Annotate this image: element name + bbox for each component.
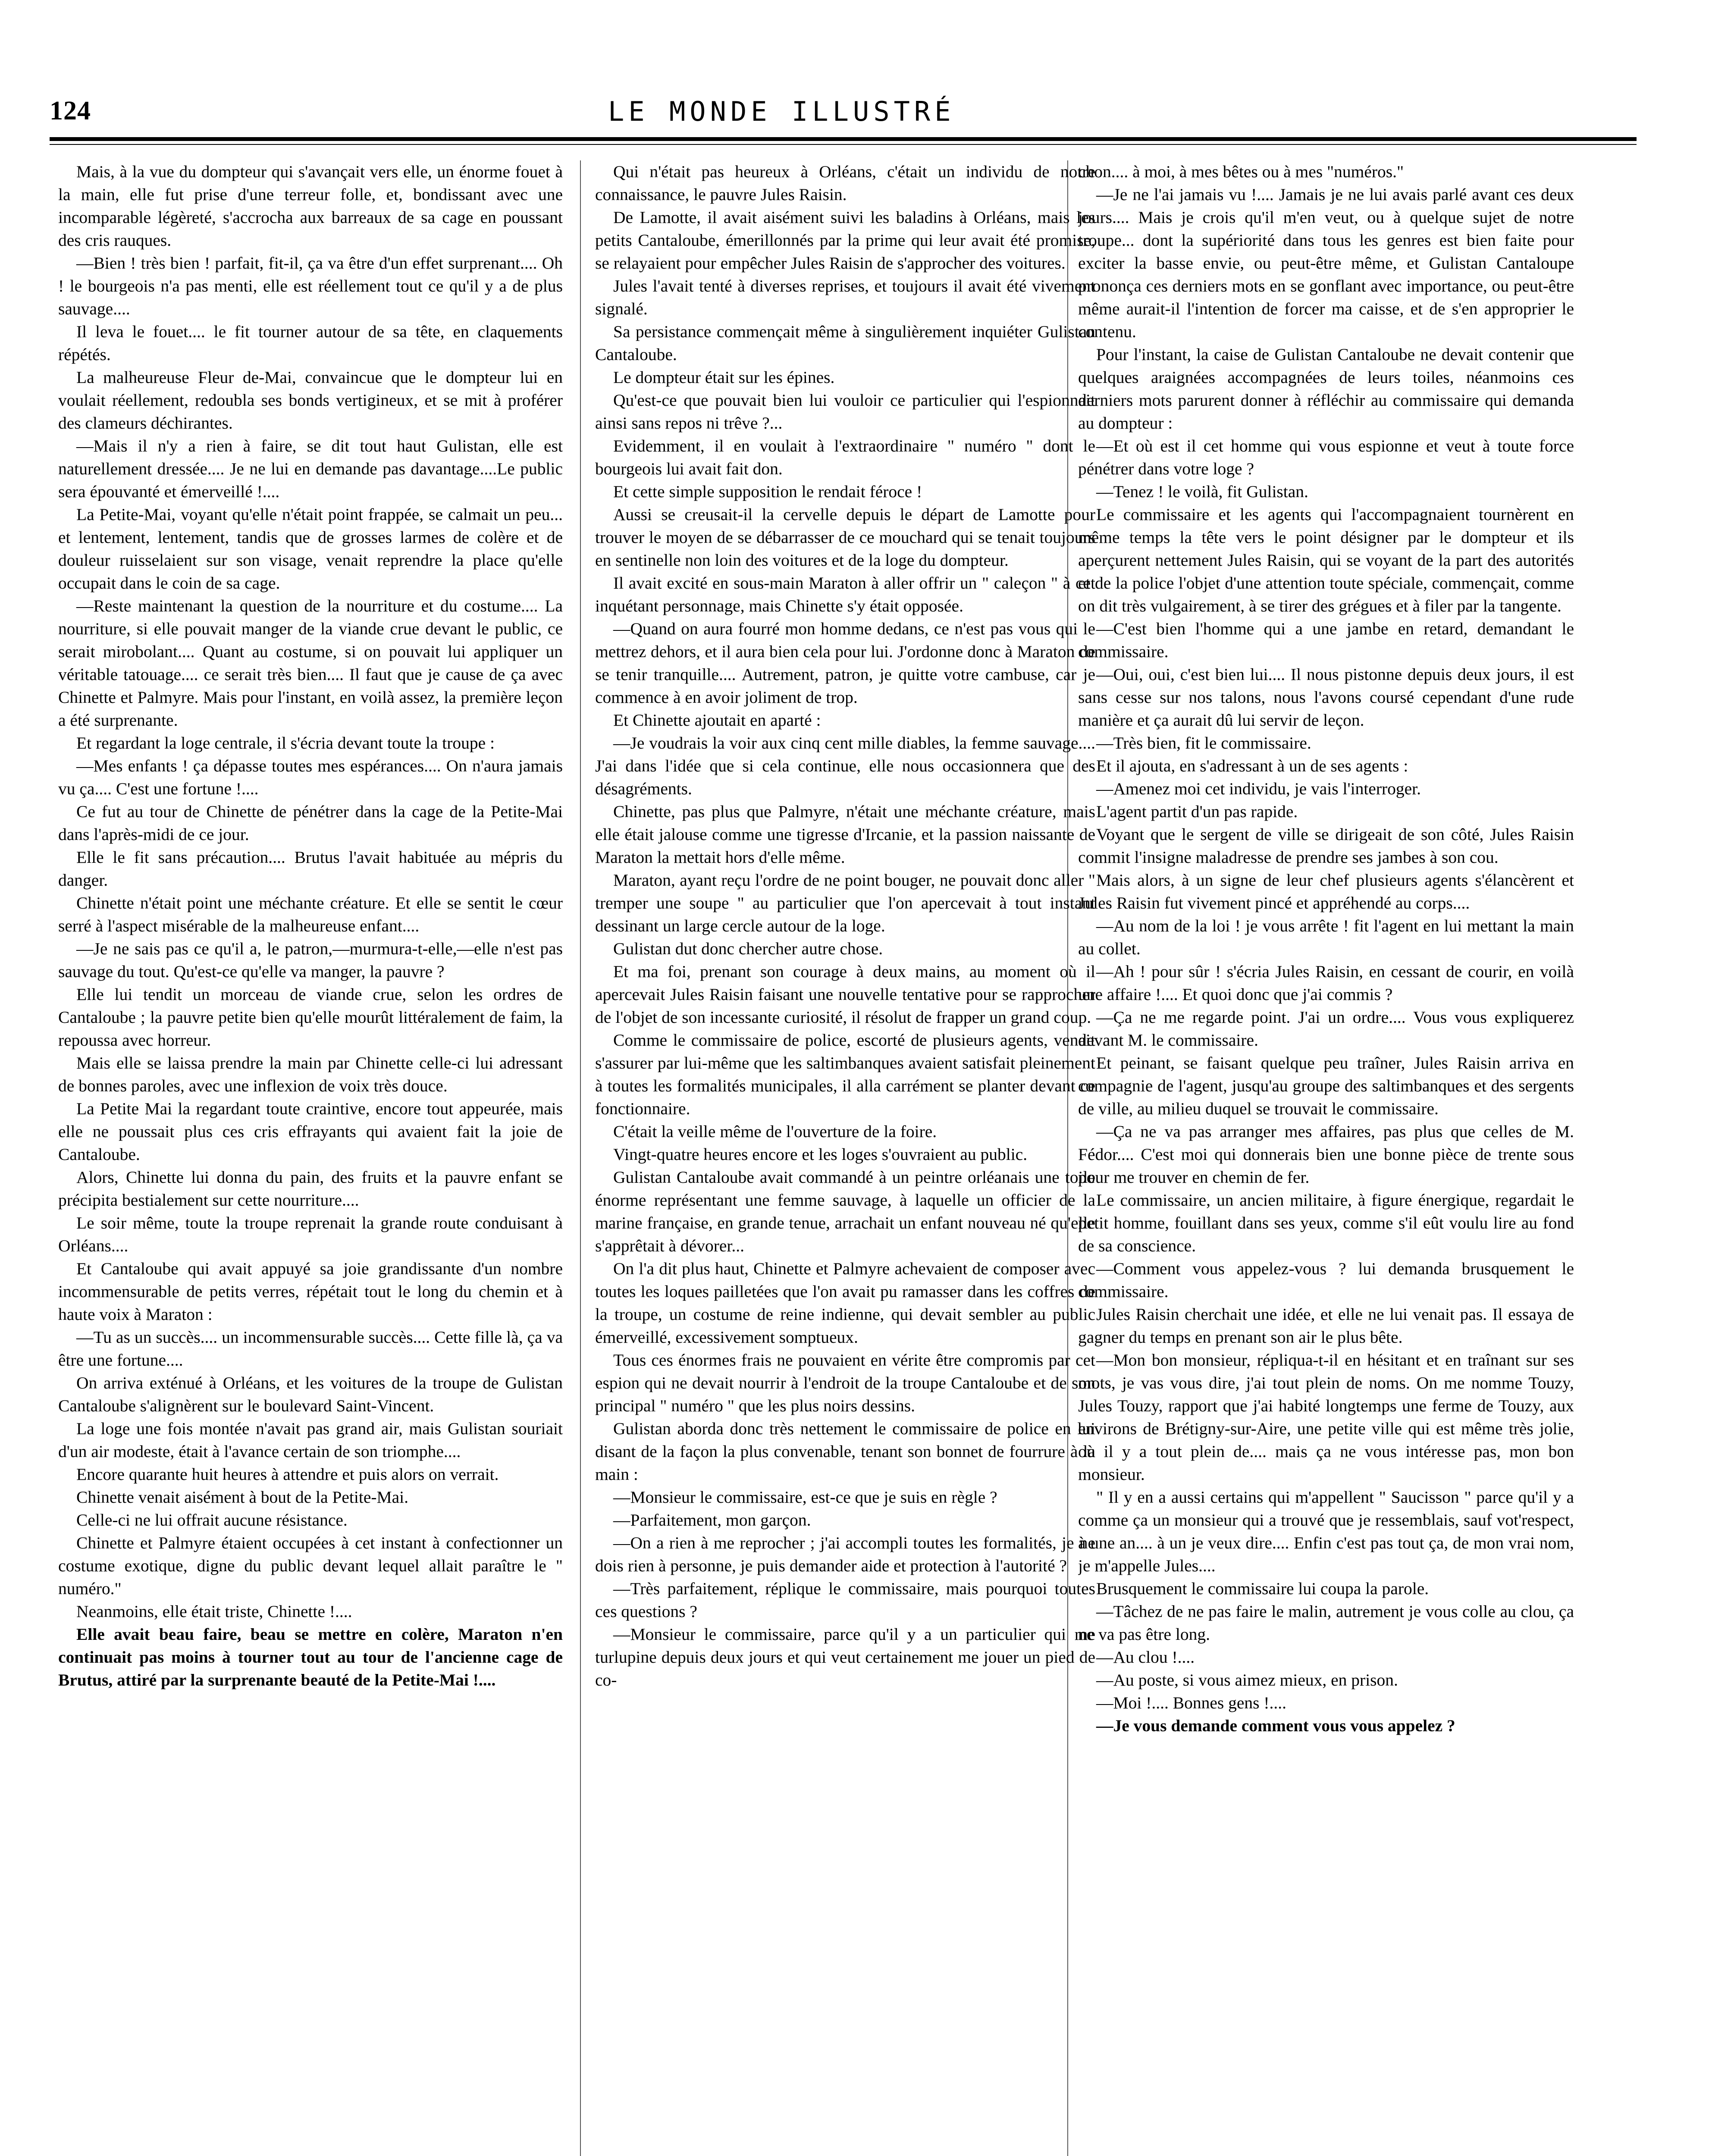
paragraph: —Bien ! très bien ! parfait, fit-il, ça va être d'un effet surprenant.... Oh ! le bourgeois n'a pas menti, elle est réellement tout ce qu'il y a de plus sauvage.... <box>58 254 563 318</box>
paragraph: —C'est bien l'homme qui a une jambe en retard, demandant le commissaire. <box>1078 619 1574 661</box>
paragraph: Et regardant la loge centrale, il s'écria devant toute la troupe : <box>76 733 495 752</box>
paragraph: Chinette n'était point une méchante créature. Et elle se sentit le cœur serré à l'aspect misérable de la malheureuse enfant.... <box>58 893 563 935</box>
paragraph: Le soir même, toute la troupe reprenait la grande route conduisant à Orléans.... <box>58 1213 563 1255</box>
paragraph: —Au poste, si vous aimez mieux, en prison. <box>1096 1670 1398 1689</box>
paragraph: On l'a dit plus haut, Chinette et Palmyre achevaient de composer avec toutes les loques pailletées que l'on avait pu ramasser dans les coffres de la troupe, un costume de reine indienne, qui devait sembler au public émerveillé, excessivement somptueux. <box>595 1259 1095 1347</box>
paragraph: —Mes enfants ! ça dépasse toutes mes espérances.... On n'aura jamais vu ça.... C'est une fortune !.... <box>58 756 563 798</box>
paragraph: Et peinant, se faisant quelque peu traîner, Jules Raisin arriva en compagnie de l'agent, jusqu'au groupe des saltimbanques et des sergents de ville, au milieu duquel se trouvait le commissaire. <box>1078 1053 1574 1118</box>
paragraph: —Très parfaitement, réplique le commissaire, mais pourquoi toutes ces questions ? <box>595 1579 1095 1621</box>
paragraph: Mais, à la vue du dompteur qui s'avançait vers elle, un énorme fouet à la main, elle fut prise d'une terreur folle, et, bondissant avec une incomparable légèreté, s'accrocha aux barreaux de sa cage en poussant des cris rauques. <box>58 162 563 250</box>
column-separator <box>580 160 581 2156</box>
paragraph: Le commissaire, un ancien militaire, à figure énergique, regardait le petit homme, fouillant dans ses yeux, comme s'il eût voulu lire au fond de sa conscience. <box>1078 1191 1574 1255</box>
paragraph: Chinette, pas plus que Palmyre, n'était une méchante créature, mais elle était jalouse comme une tigresse d'Ircanie, et la passion naissante de Maraton la mettait hors d'elle même. <box>595 802 1095 867</box>
paragraph: Comme le commissaire de police, escorté de plusieurs agents, venait s'assurer par lui-même que les saltimbanques avaient satisfait pleinement à toutes les formalités municipales, il alla carrément se planter devant ce fonctionnaire. <box>595 1031 1095 1118</box>
paragraph: —Et où est il cet homme qui vous espionne et veut à toute force pénétrer dans votre loge ? <box>1078 436 1574 478</box>
paragraph: Mais elle se laissa prendre la main par Chinette celle-ci lui adressant de bonnes paroles, avec une inflexion de voix très douce. <box>58 1053 563 1095</box>
text-column-3 <box>1078 160 1574 2156</box>
paragraph: —Je ne sais pas ce qu'il a, le patron,—murmura-t-elle,—elle n'est pas sauvage du tout. Qu'est-ce qu'elle va manger, la pauvre ? <box>58 939 563 981</box>
paragraph: Il avait excité en sous-main Maraton à aller offrir un " caleçon " à cet inquétant personnage, mais Chinette s'y était opposée. <box>595 573 1095 615</box>
paragraph: Et cette simple supposition le rendait féroce ! <box>613 482 922 501</box>
paragraph: —Moi !.... Bonnes gens !.... <box>1096 1693 1287 1712</box>
paragraph: Gulistan dut donc chercher autre chose. <box>613 939 883 958</box>
paragraph: Neanmoins, elle était triste, Chinette !.... <box>76 1602 352 1621</box>
paragraph: C'était la veille même de l'ouverture de la foire. <box>613 1122 937 1141</box>
header-rule-thin <box>50 144 1637 145</box>
paragraph: —Au nom de la loi ! je vous arrête ! fit l'agent en lui mettant la main au collet. <box>1078 916 1574 958</box>
paragraph: —Oui, oui, c'est bien lui.... Il nous pistonne depuis deux jours, il est sans cesse sur nos talons, nous l'avons coursé cependant d'une rude manière et ça aurait dû lui servir de leçon. <box>1078 665 1574 730</box>
paragraph: Il leva le fouet.... le fit tourner autour de sa tête, en claquements répétés. <box>58 322 563 364</box>
paragraph: Elle lui tendit un morceau de viande crue, selon les ordres de Cantaloube ; la pauvre petite bien qu'elle mourût littéralement de faim, la repoussa avec horreur. <box>58 985 563 1050</box>
paragraph: —Monsieur le commissaire, est-ce que je suis en règle ? <box>613 1488 997 1507</box>
paragraph: Encore quarante huit heures à attendre et puis alors on verrait. <box>76 1465 499 1484</box>
paragraph: On arriva exténué à Orléans, et les voitures de la troupe de Gulistan Cantaloube s'alignèrent sur le boulevard Saint-Vincent. <box>58 1373 563 1415</box>
paragraph: Le dompteur était sur les épines. <box>613 368 835 387</box>
paragraph-continuation: chon.... à moi, à mes bêtes ou à mes "numéros." <box>1078 162 1404 181</box>
paragraph: —On a rien à me reprocher ; j'ai accompli toutes les formalités, je ne dois rien à personne, je puis demander aide et protection à l'autorité ? <box>595 1533 1095 1575</box>
paragraph: Et Chinette ajoutait en aparté : <box>613 711 821 730</box>
paragraph: Sa persistance commençait même à singulièrement inquiéter Gulistan Cantaloube. <box>595 322 1095 364</box>
paragraph: —Tâchez de ne pas faire le malin, autrement je vous colle au clou, ça ne va pas être long. <box>1078 1602 1574 1644</box>
paragraph: Elle avait beau faire, beau se mettre en colère, Maraton n'en continuait pas moins à tourner tout au tour de l'ancienne cage de Brutus, attiré par la surprenante beauté de la Petite-Mai !.... <box>58 1625 563 1689</box>
paragraph: " Il y en a aussi certains qui m'appellent " Saucisson " parce qu'il y a comme ça un monsieur qui a trouvé que je ressemblais, sauf vot'respect, à une an.... à un je veux dire.... Enfin c'est pas tout ça, de mon vrai nom, je m'appelle Jules.... <box>1078 1488 1574 1575</box>
text-column-2 <box>595 160 1095 2156</box>
paragraph: Gulistan Cantaloube avait commandé à un peintre orléanais une toile énorme représentant une femme sauvage, à laquelle un officier de la marine française, en grande tenue, arrachait un enfant nouveau né qu'elle s'apprêtait à dévorer... <box>595 1168 1095 1255</box>
paragraph: Qu'est-ce que pouvait bien lui vouloir ce particulier qui l'espionnait ainsi sans repos ni trêve ?... <box>595 391 1095 432</box>
paragraph: Mais alors, à un signe de leur chef plusieurs agents s'élancèrent et Jules Raisin fut vivement pincé et appréhendé au corps.... <box>1078 871 1574 912</box>
paragraph: —Au clou !.... <box>1096 1648 1195 1667</box>
paragraph: —Très bien, fit le commissaire. <box>1096 733 1311 752</box>
paragraph: Ce fut au tour de Chinette de pénétrer dans la cage de la Petite-Mai dans l'après-midi de ce jour. <box>58 802 563 844</box>
paragraph: Chinette venait aisément à bout de la Petite-Mai. <box>76 1488 409 1507</box>
paragraph: —Quand on aura fourré mon homme dedans, ce n'est pas vous qui le mettrez dehors, et il aura bien cela pour lui. J'ordonne donc à Maraton de se tenir tranquille.... Autrement, patron, je quitte votre cambuse, car je commence à en avoir joliment de trop. <box>595 619 1095 707</box>
paragraph: —Monsieur le commissaire, parce qu'il y a un particulier qui me turlupine depuis deux jours et qui veut certainement me jouer un pied de co- <box>595 1625 1095 1689</box>
paragraph: La malheureuse Fleur de-Mai, convaincue que le dompteur lui en voulait réellement, redoubla ses bonds vertigineux, et se mit à proférer des clameurs déchirantes. <box>58 368 563 432</box>
paragraph: Gulistan aborda donc très nettement le commissaire de police en lui disant de la façon la plus convenable, tenant son bonnet de fourrure à la main : <box>595 1419 1095 1484</box>
paragraph: L'agent partit d'un pas rapide. <box>1096 802 1298 821</box>
paragraph: Chinette et Palmyre étaient occupées à cet instant à confectionner un costume exotique, digne du public devant lequel allait paraître le " numéro." <box>58 1533 563 1598</box>
paragraph: Evidemment, il en voulait à l'extraordinaire " numéro " dont le bourgeois lui avait fait don. <box>595 436 1095 478</box>
paragraph: —Tenez ! le voilà, fit Gulistan. <box>1096 482 1308 501</box>
paragraph: —Je vous demande comment vous vous appelez ? <box>1096 1716 1455 1735</box>
paragraph: —Ça ne me regarde point. J'ai un ordre.... Vous vous expliquerez devant M. le commissaire. <box>1078 1008 1574 1050</box>
paragraph: Maraton, ayant reçu l'ordre de ne point bouger, ne pouvait donc aller " tremper une soupe " au particulier que l'on apercevait à tout instant dessinant un large cercle autour de la loge. <box>595 871 1095 935</box>
paragraph: Jules l'avait tenté à diverses reprises, et toujours il avait été vivement signalé. <box>595 276 1095 318</box>
paragraph: Aussi se creusait-il la cervelle depuis le départ de Lamotte pour trouver le moyen de se débarrasser de ce mouchard qui se tenait toujours en sentinelle non loin des voitures et de la loge du dompteur. <box>595 505 1095 570</box>
paragraph: —Comment vous appelez-vous ? lui demanda brusquement le commissaire. <box>1078 1259 1574 1301</box>
paragraph: Tous ces énormes frais ne pouvaient en vérite être compromis par cet espion qui ne devait nourrir à l'endroit de la troupe Cantaloube et de son principal " numéro " que les plus noirs dessins. <box>595 1351 1095 1415</box>
paragraph: —Ça ne va pas arranger mes affaires, pas plus que celles de M. Fédor.... C'est moi qui donnerais bien une bonne pièce de trente sous pour me trouver en chemin de fer. <box>1078 1122 1574 1187</box>
paragraph: Pour l'instant, la caise de Gulistan Cantaloube ne devait contenir que quelques araignées accompagnées de leurs toiles, néanmoins ces derniers mots parurent donner à réfléchir au commissaire qui demanda au dompteur : <box>1078 345 1574 432</box>
paragraph: Et ma foi, prenant son courage à deux mains, au moment où il apercevait Jules Raisin faisant une nouvelle tentative pour se rapprocher de l'objet de son incessante curiosité, il résolut de frapper un grand coup. <box>595 962 1095 1027</box>
text-column-1 <box>58 160 563 2156</box>
paragraph: Jules Raisin cherchait une idée, et elle ne lui venait pas. Il essaya de gagner du temps en prenant son air le plus bête. <box>1078 1305 1574 1347</box>
paragraph: —Parfaitement, mon garçon. <box>613 1510 811 1529</box>
paragraph: Vingt-quatre heures encore et les loges s'ouvraient au public. <box>613 1145 1028 1164</box>
paragraph: —Je ne l'ai jamais vu !.... Jamais je ne lui avais parlé avant ces deux jours.... Mais je crois qu'il m'en veut, ou à quelque sujet de notre troupe... dont la supériorité dans tous les genres est bien faite pour exciter la basse envie, ou peut-être même, et Gulistan Cantaloupe prononça ces derniers mots en se gonflant avec importance, ou peut-être même aurait-il l'intention de forcer ma caisse, et de s'en approprier le contenu. <box>1078 185 1574 341</box>
paragraph: De Lamotte, il avait aisément suivi les baladins à Orléans, mais les petits Cantaloube, émerillonnés par la prime qui leur avait été promise, se relayaient pour empêcher Jules Raisin de s'approcher des voitures. <box>595 208 1095 273</box>
paragraph: —Ah ! pour sûr ! s'écria Jules Raisin, en cessant de courir, en voilà une affaire !.... Et quoi donc que j'ai commis ? <box>1078 962 1574 1004</box>
paragraph: Qui n'était pas heureux à Orléans, c'était un individu de notre connaissance, le pauvre Jules Raisin. <box>595 162 1095 204</box>
header-rule <box>50 137 1637 141</box>
paragraph: Et il ajouta, en s'adressant à un de ses agents : <box>1096 756 1408 775</box>
paragraph: Brusquement le commissaire lui coupa la parole. <box>1096 1579 1429 1598</box>
paragraph: —Reste maintenant la question de la nourriture et du costume.... La nourriture, si elle pouvait manger de la viande crue devant le public, ce serait mirobolant.... Quant au costume, si on pouvait lui appliquer un véritable tatouage.... ce serait très bien.... Il faut que je cause de ça avec Chinette et Palmyre. Mais pour l'instant, en voilà assez, la première leçon a été surprenante. <box>58 596 563 730</box>
journal-title: LE MONDE ILLUSTRÉ <box>608 96 955 127</box>
paragraph: Voyant que le sergent de ville se dirigeait de son côté, Jules Raisin commit l'insigne maladresse de prendre ses jambes à son cou. <box>1078 825 1574 867</box>
paragraph: —Je voudrais la voir aux cinq cent mille diables, la femme sauvage.... J'ai dans l'idée que si cela continue, elle nous occasionnera que des désagréments. <box>595 733 1095 798</box>
paragraph: Celle-ci ne lui offrait aucune résistance. <box>76 1510 348 1529</box>
paragraph: Et Cantaloube qui avait appuyé sa joie grandissante d'un nombre incommensurable de petits verres, répétait tout le long du chemin et à haute voix à Maraton : <box>58 1259 563 1324</box>
paragraph: Le commissaire et les agents qui l'accompagnaient tournèrent en même temps la tête vers le point désigner par le dompteur et ils aperçurent nettement Jules Raisin, qui se voyant de la part des autorités et de la police l'objet d'une attention toute spéciale, commençait, comme on dit très vulgairement, à se tirer des grégues et à filer par la tangente. <box>1078 505 1574 615</box>
paragraph: La Petite Mai la regardant toute craintive, encore tout appeurée, mais elle ne poussait plus ces cris effrayants qui avaient fait la joie de Cantaloube. <box>58 1099 563 1164</box>
paragraph: La loge une fois montée n'avait pas grand air, mais Gulistan souriait d'un air modeste, était à l'avance certain de son triomphe.... <box>58 1419 563 1461</box>
paragraph: —Amenez moi cet individu, je vais l'interroger. <box>1096 779 1421 798</box>
paragraph: —Tu as un succès.... un incommensurable succès.... Cette fille là, ça va être une fortune.... <box>58 1328 563 1369</box>
page-number: 124 <box>50 96 91 125</box>
paragraph: Alors, Chinette lui donna du pain, des fruits et la pauvre enfant se précipita bestialement sur cette nourriture.... <box>58 1168 563 1210</box>
paragraph: —Mon bon monsieur, répliqua-t-il en hésitant et en traînant sur ses mots, je vas vous dire, j'ai tout plein de noms. On me nomme Touzy, Jules Touzy, rapport que j'ai habité longtemps une ferme de Touzy, aux environs de Brétigny-sur-Aire, une petite ville qui est même très jolie, où il y a tout plein de.... mais ça ne vous intéresse pas, mon bon monsieur. <box>1078 1351 1574 1484</box>
paragraph: La Petite-Mai, voyant qu'elle n'était point frappée, se calmait un peu... et lentement, lentement, tandis que de grosses larmes de colère et de douleur ruisselaient sur son visage, venait reprendre la place qu'elle occupait dans le coin de sa cage. <box>58 505 563 592</box>
paragraph: —Mais il n'y a rien à faire, se dit tout haut Gulistan, elle est naturellement dressée.... Je ne lui en demande pas davantage....Le public sera épouvanté et émerveillé !.... <box>58 436 563 501</box>
paragraph: Elle le fit sans précaution.... Brutus l'avait habituée au mépris du danger. <box>58 848 563 890</box>
